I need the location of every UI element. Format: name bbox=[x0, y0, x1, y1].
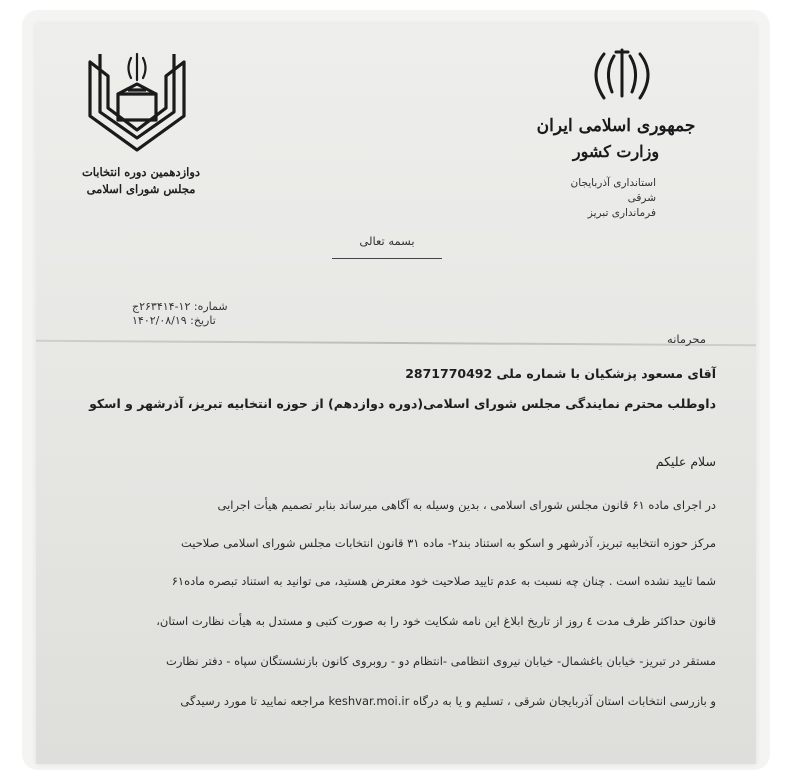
election-logo-icon bbox=[82, 46, 192, 158]
body-line: در اجرای ماده ۶۱ قانون مجلس شورای اسلامی ، بدین وسیله به آگاهی میرساند بنابر تصمیم هیأت اجرایی bbox=[217, 498, 716, 512]
office-lines bbox=[506, 176, 656, 221]
letter-date: تاریخ: ۱۴۰۲/۰۸/۱۹ bbox=[132, 314, 216, 327]
government-name: جمهوری اسلامی ایران bbox=[536, 116, 696, 136]
election-caption bbox=[66, 164, 216, 198]
addressee-line: آقای مسعود پزشکیان با شماره ملی 2871770492 bbox=[405, 366, 716, 381]
office-line: فرمانداری تبریز bbox=[587, 207, 656, 219]
basmala: بسمه تعالی bbox=[359, 234, 415, 248]
ministry-name: وزارت کشور bbox=[572, 142, 660, 161]
body-line: مستقر در تبریز- خیابان باغشمال- خیابان نیروی انتظامی -انتظام دو - روبروی کانون بازنشستگان سپاه - دفتر نظارت bbox=[166, 654, 716, 668]
basmala-underline bbox=[332, 258, 442, 259]
addressee-line: داوطلب محترم نمایندگی مجلس شورای اسلامی(دوره دوازدهم) از حوزه انتخابیه تبریز، آذرشهر و اسکو bbox=[89, 396, 716, 411]
letter-document bbox=[36, 24, 756, 764]
greeting: سلام علیکم bbox=[655, 454, 716, 469]
office-line: شرقی bbox=[627, 192, 656, 204]
body-line: شما تایید نشده است . چنان چه نسبت به عدم تایید صلاحیت خود معترض هستید، می توانید به استناد تبصره ماده۶۱ bbox=[171, 574, 716, 588]
body-line: قانون حداکثر ظرف مدت ٤ روز از تاریخ ابلاغ این نامه شکایت خود را به صورت کتبی و مستدل به هیأت نظارت استان، bbox=[156, 614, 716, 628]
election-caption-line: دوازدهمین دوره انتخابات bbox=[81, 165, 201, 179]
body-line: مرکز حوزه انتخابیه تبریز، آذرشهر و اسکو به استناد بند۲- ماده ۳۱ قانون انتخابات مجلس شورای اسلامی صلاحیت bbox=[180, 536, 716, 550]
office-line: استانداری آذربایجان bbox=[570, 177, 656, 189]
reference-block bbox=[132, 300, 302, 328]
letter-number: شماره: ۱۲-۲۶۳۴۱۴ج bbox=[132, 300, 228, 313]
election-caption-line: مجلس شورای اسلامی bbox=[86, 182, 196, 196]
body-line: و بازرسی انتخابات استان آذربایجان شرقی ، تسلیم و یا به درگاه keshvar.moi.ir مراجعه نمایید تا مورد رسیدگی bbox=[180, 694, 716, 708]
iran-emblem-icon bbox=[582, 44, 662, 106]
classification-label: محرمانه bbox=[667, 332, 706, 346]
